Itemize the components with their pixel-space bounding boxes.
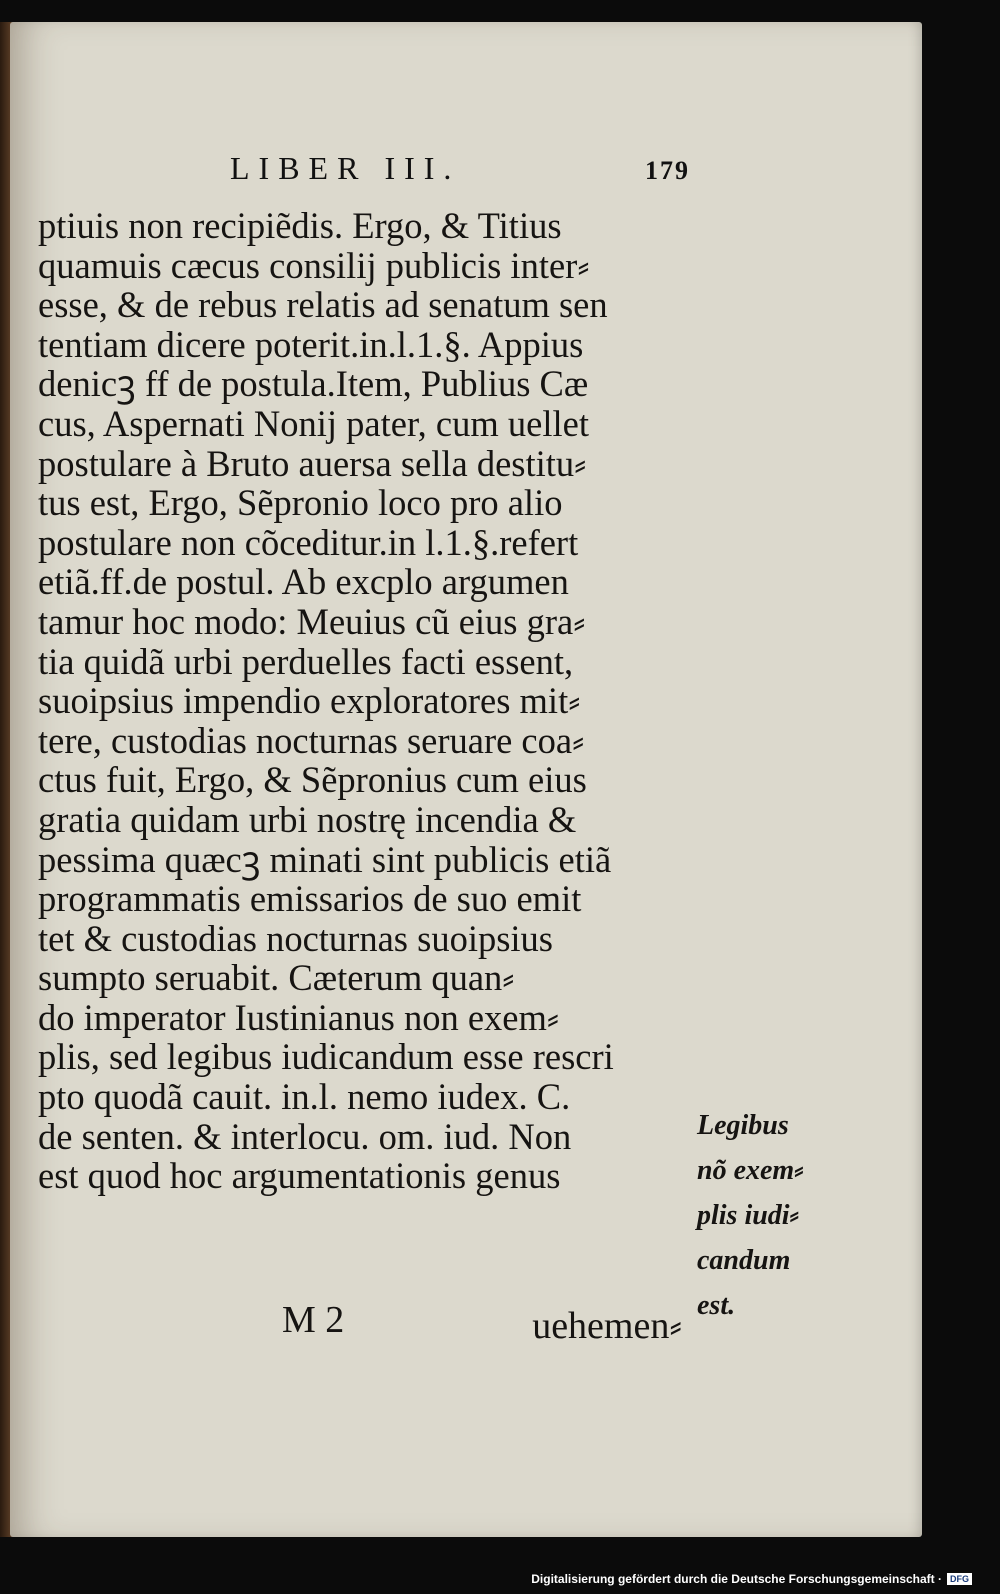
marginal-note-line: Legibus (697, 1110, 789, 1141)
text-line: quamuis cæcus consilij publicis inter⸗ (38, 244, 590, 286)
text-line: ctus fuit, Ergo, & Sẽpronius cum eius (38, 759, 587, 801)
running-head: LIBER III. (230, 150, 461, 186)
text-line: cus, Aspernati Nonij pater, cum uellet (38, 402, 589, 444)
credit-text: Digitalisierung gefördert durch die Deutsche Forschungsgemeinschaft · (531, 1572, 942, 1586)
text-line: sumpto seruabit. Cæterum quan⸗ (38, 957, 515, 999)
text-line: tia quidã urbi perduelles facti essent, (38, 640, 574, 682)
text-line: est quod hoc argumentationis genus (38, 1155, 561, 1197)
digitization-credit (531, 1570, 972, 1588)
text-line: ptiuis non recipiẽdis. Ergo, & Titius (38, 205, 562, 246)
text-line: postulare non cõceditur.in l.1.§.refert (38, 521, 579, 563)
text-line: programmatis emissarios de suo emit (38, 878, 582, 920)
text-line: gratia quidam urbi nostrę incendia & (38, 798, 577, 840)
text-line: tamur hoc modo: Meuius cũ eius gra⸗ (38, 600, 586, 642)
text-line: pto quodã cauit. in.l. nemo iudex. C. (38, 1076, 571, 1118)
text-line: denicꝫ ff de postula.Item, Publius Cæ (38, 363, 589, 405)
text-line: de senten. & interlocu. om. iud. Non (38, 1115, 572, 1157)
marginal-note-line: nõ exem⸗ (697, 1155, 804, 1186)
page-number: 179 (645, 156, 690, 185)
page-header (230, 150, 690, 200)
main-text-block (38, 206, 688, 1196)
dfg-logo: DFG (947, 1573, 972, 1585)
text-line: suoipsius impendio exploratores mit⸗ (38, 680, 581, 722)
text-line: tentiam dicere poterit.in.l.1.§. Appius (38, 323, 584, 365)
page-footer-line (282, 1298, 682, 1346)
marginal-note (697, 1103, 837, 1328)
text-line: do imperator Iustinianus non exem⸗ (38, 996, 560, 1038)
marginal-note-line: candum (697, 1245, 791, 1276)
text-line: tere, custodias nocturnas seruare coa⸗ (38, 719, 585, 761)
marginal-note-line: est. (697, 1290, 736, 1321)
text-line: postulare à Bruto auersa sella destitu⸗ (38, 442, 587, 484)
text-line: tus est, Ergo, Sẽpronio loco pro alio (38, 482, 563, 524)
text-line: tet & custodias nocturnas suoipsius (38, 917, 554, 959)
catchword: uehemen⸗ (532, 1305, 682, 1347)
text-line: plis, sed legibus iudicandum esse rescri (38, 1036, 614, 1078)
signature-mark: M 2 (282, 1299, 345, 1341)
text-line: esse, & de rebus relatis ad senatum sen (38, 284, 608, 326)
text-line: pessima quæcꝫ minati sint publicis etiã (38, 838, 612, 880)
marginal-note-line: plis iudi⸗ (697, 1200, 799, 1231)
text-line: etiã.ff.de postul. Ab excplo argumen (38, 561, 569, 603)
